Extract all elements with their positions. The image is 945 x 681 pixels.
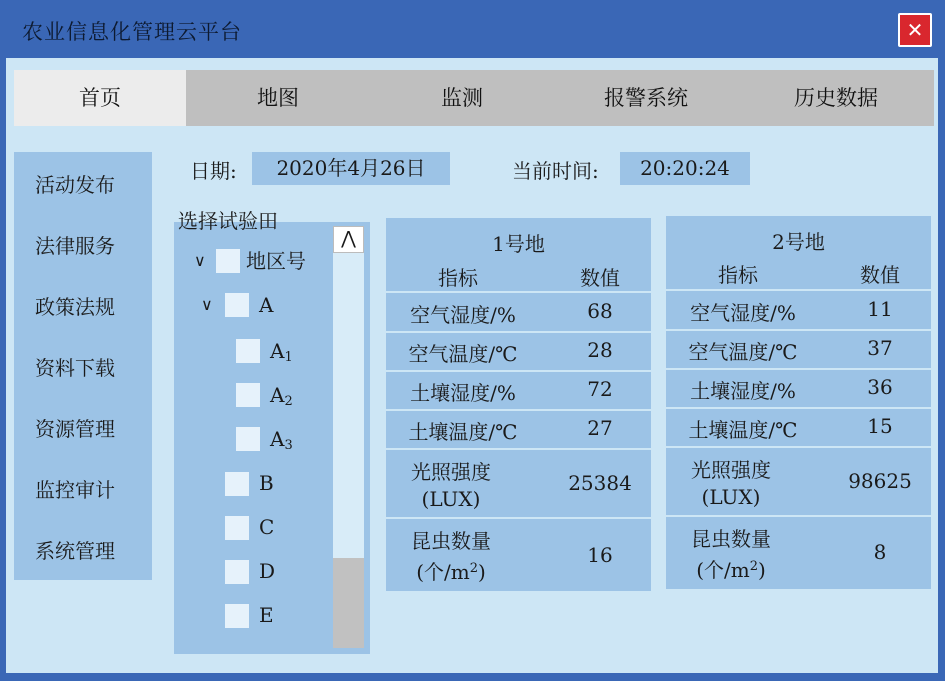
sidebar-item-downloads[interactable]: 资料下载 [35, 356, 115, 380]
sidebar-item-legal[interactable]: 法律服务 [35, 234, 115, 258]
row-divider [386, 370, 651, 372]
row-divider [386, 409, 651, 411]
table-cell-value: 28 [587, 338, 613, 362]
close-icon: ✕ [906, 18, 924, 42]
tree-item-a2: $A_2$ [270, 383, 293, 409]
row-divider [666, 446, 931, 448]
expand-region-icon[interactable]: ∨ [194, 251, 206, 270]
table-cell-indicator: 昆虫数量 [411, 529, 491, 553]
row-divider [666, 289, 931, 291]
table-cell-indicator: 空气温度/℃ [688, 340, 798, 364]
table-cell-indicator: 土壤湿度/% [690, 379, 796, 403]
tree-item-b: B [259, 471, 274, 495]
table-cell-indicator: 土壤湿度/% [410, 381, 516, 405]
table-cell-indicator: 光照强度 [411, 460, 491, 484]
table-cell-value: 11 [867, 297, 893, 321]
scroll-up-button[interactable] [333, 226, 364, 253]
table-cell-indicator: 土壤温度/℃ [408, 420, 518, 444]
tab-history[interactable]: 历史数据 [794, 86, 878, 110]
table-cell-indicator-unit: (个$/m^2$) [696, 558, 766, 582]
row-divider [386, 517, 651, 519]
table-cell-value: 36 [867, 375, 893, 399]
table-cell-value: 68 [587, 299, 613, 323]
checkbox-e[interactable] [225, 604, 249, 628]
tree-item-a3: $A_3$ [270, 427, 293, 453]
sidebar-item-audit[interactable]: 监控审计 [35, 478, 115, 502]
table-cell-value: 27 [587, 416, 613, 440]
tab-monitor[interactable]: 监测 [441, 86, 483, 110]
sidebar [14, 152, 152, 580]
expand-a-icon[interactable]: ∨ [201, 295, 213, 314]
table-title: 2号地 [772, 230, 825, 254]
tab-alarm[interactable]: 报警系统 [604, 86, 688, 110]
tab-map[interactable]: 地图 [257, 86, 299, 110]
table-cell-indicator-unit: (个$/m^2$) [416, 560, 486, 584]
time-label: 当前时间: [512, 159, 599, 183]
column-header-value: 数值 [860, 263, 900, 287]
table-cell-value: 8 [873, 540, 887, 564]
table-cell-indicator: 光照强度 [691, 458, 771, 482]
table-cell-indicator-unit: (LUX) [421, 487, 481, 511]
table-cell-indicator: 空气湿度/% [690, 301, 796, 325]
table-cell-indicator: 土壤温度/℃ [688, 418, 798, 442]
checkbox-c[interactable] [225, 516, 249, 540]
row-divider [666, 407, 931, 409]
tree-item-region: 地区号 [246, 249, 306, 273]
close-button[interactable] [898, 13, 932, 47]
table-cell-value: 72 [587, 377, 613, 401]
column-header-indicator: 指标 [718, 263, 758, 287]
tree-item-c: C [259, 515, 275, 539]
row-divider [386, 291, 651, 293]
checkbox-b[interactable] [225, 472, 249, 496]
checkbox-region[interactable] [216, 249, 240, 273]
time-value: 20:20:24 [620, 152, 750, 185]
checkbox-d[interactable] [225, 560, 249, 584]
window-title: 农业信息化管理云平台 [22, 20, 242, 44]
row-divider [666, 515, 931, 517]
table-cell-value: 16 [587, 543, 613, 567]
table-cell-indicator: 昆虫数量 [691, 527, 771, 551]
table-title: 1号地 [492, 232, 545, 256]
checkbox-a1[interactable] [236, 339, 260, 363]
scrollbar-thumb[interactable] [333, 558, 364, 648]
table-cell-indicator: 空气湿度/% [410, 303, 516, 327]
table-cell-value: 25384 [568, 471, 632, 495]
field-selector-label: 选择试验田 [178, 209, 278, 233]
sidebar-item-activities[interactable]: 活动发布 [35, 173, 115, 197]
date-label: 日期: [190, 159, 237, 183]
checkbox-a2[interactable] [236, 383, 260, 407]
tab-home[interactable]: 首页 [14, 70, 186, 126]
sidebar-item-resources[interactable]: 资源管理 [35, 417, 115, 441]
table-cell-indicator: 空气温度/℃ [408, 342, 518, 366]
row-divider [386, 331, 651, 333]
row-divider [666, 368, 931, 370]
sidebar-item-system[interactable]: 系统管理 [35, 539, 115, 563]
table-cell-indicator-unit: (LUX) [701, 485, 761, 509]
tree-item-d: D [259, 559, 276, 583]
sidebar-item-policy[interactable]: 政策法规 [35, 295, 115, 319]
tree-item-a: A [259, 293, 274, 317]
table-cell-value: 37 [867, 336, 893, 360]
title-bar [0, 0, 945, 58]
column-header-indicator: 指标 [438, 266, 478, 290]
checkbox-a3[interactable] [236, 427, 260, 451]
table-cell-value: 98625 [848, 469, 912, 493]
checkbox-a[interactable] [225, 293, 249, 317]
tree-item-e: E [259, 603, 274, 627]
chevron-up-icon: ⋀ [341, 228, 356, 249]
row-divider [666, 329, 931, 331]
table-cell-value: 15 [867, 414, 893, 438]
column-header-value: 数值 [580, 266, 620, 290]
tree-item-a1: $A_1$ [270, 339, 293, 365]
date-value: 2020年4月26日 [252, 152, 450, 185]
row-divider [386, 448, 651, 450]
